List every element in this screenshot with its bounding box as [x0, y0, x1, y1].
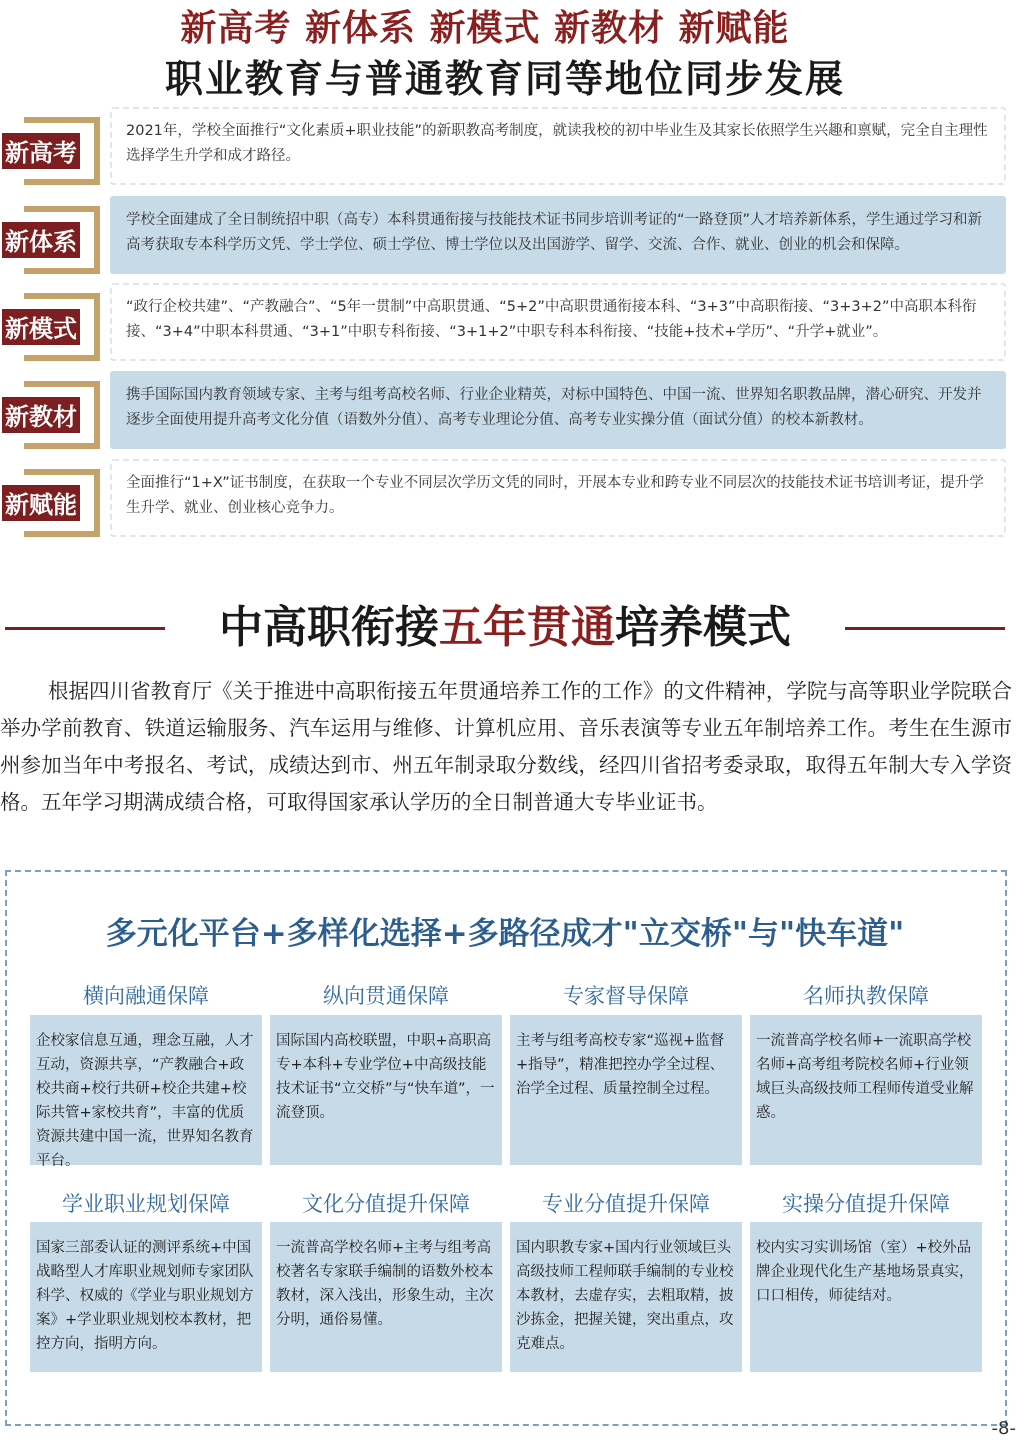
- section-paragraph: 根据四川省教育厅《关于推进中高职衔接五年贯通培养工作的工作》的文件精神，学院与高等职业学院联合举办学前教育、铁道运输服务、汽车运用与维修、计算机应用、音乐表演等专业五年制培养工作。考生在生源市州参加当年中考报名、考试，成绩达到市、州五年制录取分数线，经四川省招考委录取，取得五年制大专入学资格。五年学习期满成绩合格，可取得国家承认学历的全日制普通大专毕业证书。: [0, 679, 1012, 814]
- guarantee-card: 国内职教专家+国内行业领域巨头高级技师工程师联手编制的专业校本教材，去虚存实，去粗取精，披沙拣金，把握关键，突出重点，攻克难点。: [510, 1222, 742, 1372]
- guarantee-card: 企校家信息互通，理念互融，人才互动，资源共享，“产教融合+政校共商+校行共研+校企共建+校际共管+家校共育”，丰富的优质资源共建中国一流，世界知名教育平台。: [30, 1015, 262, 1165]
- guarantee-card: 一流普高学校名师+主考与组考高校著名专家联手编制的语数外校本教材，深入浅出，形象生动，主次分明，通俗易懂。: [270, 1222, 502, 1372]
- section-heading: [0, 598, 1024, 658]
- headline-subtitle: 职业教育与普通教育同等地位同步发展: [164, 57, 845, 101]
- guarantee-card: 一流普高学校名师+一流职高学校名师+高考组考院校名师+行业领域巨头高级技师工程师传道受业解惑。: [750, 1015, 982, 1165]
- feature-label: 新赋能: [0, 483, 82, 523]
- guarantee-title: 文化分值提升保障: [302, 1192, 470, 1216]
- section-title-c: 培养模式: [615, 602, 791, 653]
- guarantee-card: 校内实习实训场馆（室）+校外品牌企业现代化生产基地场景真实，口口相传，师徒结对。: [750, 1222, 982, 1372]
- feature-label: 新模式: [0, 307, 82, 347]
- feature-text: 携手国际国内教育领域专家、主考与组考高校名师、行业企业精英，对标中国特色、中国一流、世界知名职教品牌，潜心研究、开发并逐步全面使用提升高考文化分值（语数外分值）、高考专业理论分值、高考专业实操分值（面试分值）的校本新教材。: [110, 371, 1006, 449]
- section-title-a: 中高职衔接: [219, 602, 439, 653]
- guarantee-title: 专家督导保障: [563, 984, 689, 1008]
- feature-text: 2021年，学校全面推行“文化素质+职业技能”的新职教高考制度，就读我校的初中毕业生及其家长依照学生兴趣和禀赋，完全自主理性选择学生升学和成才路径。: [110, 107, 1006, 185]
- guarantee-card: 国际国内高校联盟，中职+高职高专+本科+专业学位+中高级技能技术证书“立交桥”与“快车道”，一流登顶。: [270, 1015, 502, 1165]
- guarantee-title: 学业职业规划保障: [62, 1192, 230, 1216]
- feature-row: [0, 459, 1010, 537]
- feature-label: 新体系: [0, 220, 82, 260]
- feature-row: [0, 371, 1010, 449]
- section-title-highlight: 五年贯通: [439, 602, 615, 653]
- feature-label: 新教材: [0, 395, 82, 435]
- page-number: -8-: [991, 1418, 1016, 1439]
- feature-row: [0, 283, 1010, 361]
- feature-text: “政行企校共建”、“产教融合”、“5年一贯制”中高职贯通、“5+2”中高职贯通衔接本科、“3+3”中高职衔接、“3+3+2”中高职本科衔接、“3+4”中职本科贯通、“3+1”中职专科衔接、“3+1+2”中职专科本科衔接、“技能+技术+学历”、“升学+就业”。: [110, 283, 1006, 361]
- guarantee-title: 实操分值提升保障: [782, 1192, 950, 1216]
- guarantee-card: 主考与组考高校专家“巡视+监督+指导”，精准把控办学全过程、治学全过程、质量控制全过程。: [510, 1015, 742, 1165]
- feature-text: 全面推行“1+X”证书制度，在获取一个专业不同层次学历文凭的同时，开展本专业和跨专业不同层次的技能技术证书培训考证，提升学生升学、就业、创业核心竞争力。: [110, 459, 1006, 537]
- guarantee-title: 名师执教保障: [803, 984, 929, 1008]
- guarantee-card: 国家三部委认证的测评系统+中国战略型人才库职业规划师专家团队科学、权威的《学业与职业规划方案》+学业职业规划校本教材，把控方向，指明方向。: [30, 1222, 262, 1372]
- feature-text: 学校全面建成了全日制统招中职（高专）本科贯通衔接与技能技术证书同步培训考证的“一路登顶”人才培养新体系，学生通过学习和新高考获取专本科学历文凭、学士学位、硕士学位、博士学位以及出国游学、留学、交流、合作、就业、创业的机会和保障。: [110, 196, 1006, 274]
- headline-five-news: 新高考 新体系 新模式 新教材 新赋能: [180, 8, 790, 49]
- guarantee-title: 专业分值提升保障: [542, 1192, 710, 1216]
- guarantee-title: 纵向贯通保障: [323, 984, 449, 1008]
- feature-row: [0, 107, 1010, 185]
- guarantee-title: 横向融通保障: [83, 984, 209, 1008]
- panel-title: 多元化平台+多样化选择+多路径成才"立交桥"与"快车道": [105, 916, 905, 952]
- feature-row: [0, 196, 1010, 274]
- feature-label: 新高考: [0, 131, 82, 171]
